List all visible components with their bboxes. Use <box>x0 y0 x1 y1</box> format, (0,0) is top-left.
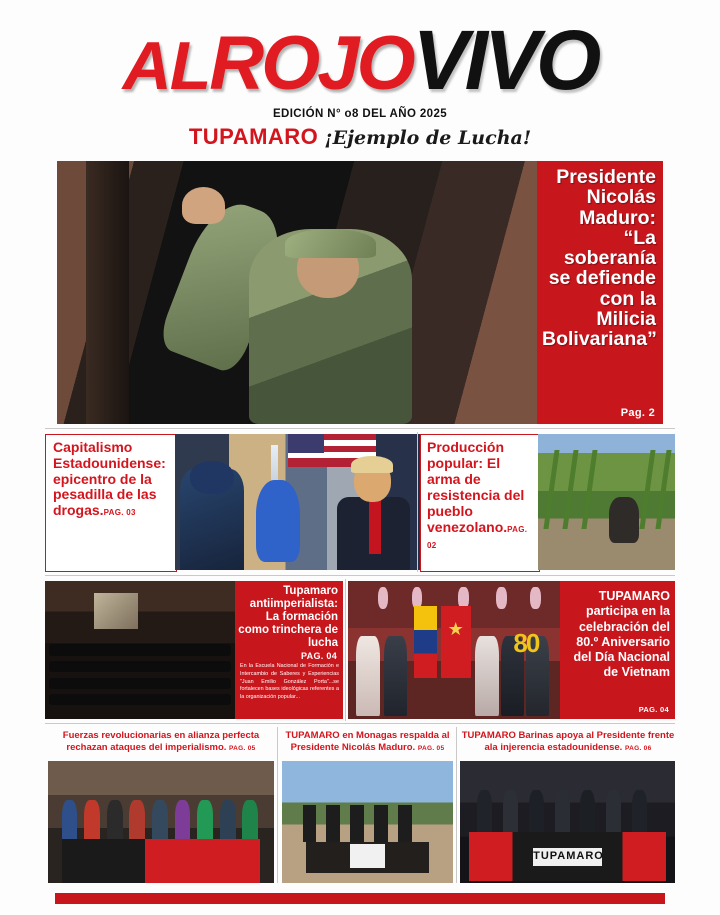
logo-word-rojo: ROJO <box>209 21 413 106</box>
caption-page-ref-1: PAG. 05 <box>229 745 256 753</box>
hero-headline-panel[interactable] <box>537 161 663 424</box>
divider-row4-col1 <box>277 727 278 883</box>
story-page-ref-vietnam: PAG. 04 <box>638 705 669 714</box>
photo-produccion-maiz <box>538 434 675 570</box>
masthead-subtitle <box>0 124 720 150</box>
story-page-ref-drogas: PAG. 03 <box>103 508 136 518</box>
subtitle-slogan: ¡Ejemplo de Lucha! <box>324 127 532 149</box>
story-body-antiimperialista: En la Escuela Nacional de Formación e Intercambio de Saberes y Experiencias "Juan Emilio González Porta"...se fortalecen bases ideológicas referentes a la organización popular... <box>240 663 339 701</box>
edition-line: EDICIÓN N° o8 DEL AÑO 2025 <box>272 108 448 120</box>
hero-page-ref: Pag. 2 <box>620 407 655 419</box>
story-panel-antiimperialista[interactable] <box>235 581 343 719</box>
logo-word-vivo: VIVO <box>412 13 598 107</box>
caption-page-ref-3: PAG. 06 <box>624 745 652 753</box>
divider-row2-top <box>45 428 675 429</box>
divider-row4-col2 <box>456 727 457 883</box>
footer-bar <box>55 893 665 904</box>
divider-row3-top <box>45 575 675 576</box>
photo-vietnam-delegacion: ★ 80 <box>348 581 560 719</box>
subtitle-brand: TUPAMARO <box>188 124 319 149</box>
story-headline-produccion: Producción popular: El arma de resistencia del pueblo venezolano.PAG. 02 <box>427 439 528 550</box>
caption-barinas[interactable]: TUPAMARO Barinas apoya al Presidente frente ala injerencia estadounidense. PAG. 06 <box>461 730 675 754</box>
masthead <box>0 0 720 152</box>
story-headline-drogas: Capitalismo Estadounidense: epicentro de la pesadilla de las drogas.PAG. 03 <box>53 439 166 519</box>
story-page-ref-antiimperialista: PAG. 04 <box>301 651 337 661</box>
hero-headline: Presidente Nicolás Maduro: “La soberanía se defiende con la Milicia Bolivariana” <box>542 166 657 351</box>
photo-escuela-formacion <box>45 581 235 719</box>
story-page-ref-produccion: PAG. 02 <box>427 524 528 550</box>
caption-fuerzas-revolucionarias[interactable]: Fuerzas revolucionarias en alianza perfecta rechazan ataques del imperialismo. PAG. 05 <box>62 730 260 754</box>
divider-row2-col <box>417 432 418 572</box>
photo-barinas <box>460 761 675 883</box>
story-panel-vietnam[interactable] <box>560 581 675 719</box>
barinas-banner-word: TUPAMARO <box>533 848 602 866</box>
divider-row3-col <box>345 579 346 721</box>
divider-row4-top <box>45 723 675 724</box>
story-headline-vietnam: TUPAMARO participa en la celebración del 80.º Aniversario del Día Nacional de Vietnam <box>573 589 670 680</box>
caption-monagas[interactable]: TUPAMARO en Monagas respalda al Presidente Nicolás Maduro. PAG. 05 <box>285 730 450 754</box>
newspaper-logo <box>0 13 720 107</box>
caption-page-ref-2: PAG. 05 <box>417 745 445 753</box>
photo-capitalismo-drogas <box>175 434 420 570</box>
logo-word-al: AL <box>122 28 210 104</box>
story-headline-antiimperialista: Tupamaro antiimperialista: La formación como trinchera de lucha <box>238 585 338 650</box>
photo-monagas <box>282 761 453 883</box>
hero-photo-maduro <box>57 161 537 424</box>
story-panel-drogas[interactable] <box>45 434 177 572</box>
story-panel-produccion[interactable] <box>420 434 540 572</box>
photo-fuerzas-revolucionarias <box>48 761 274 883</box>
vietnam-anniversary-number: 80 <box>513 627 539 658</box>
